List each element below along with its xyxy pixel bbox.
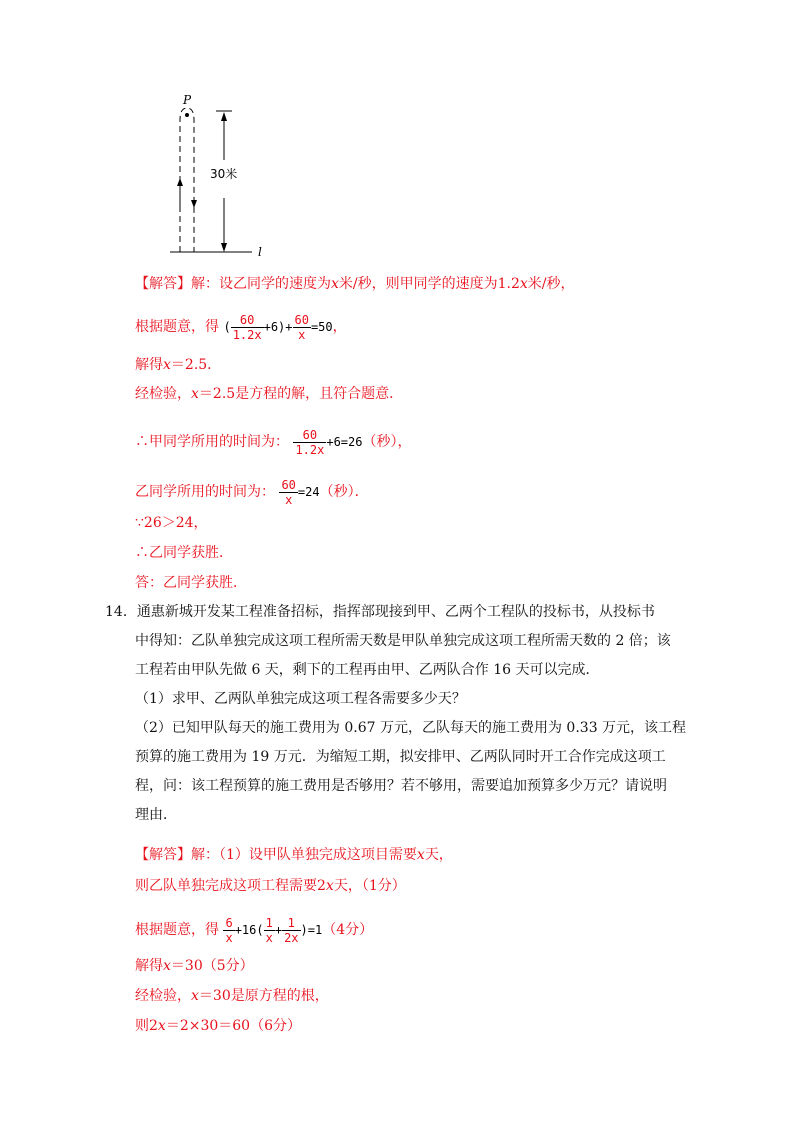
result: =50 xyxy=(310,320,333,334)
text: 通惠新城开发某工程准备招标，指挥部现接到甲、乙两个工程队的投标书，从投标书 xyxy=(136,604,655,620)
fraction xyxy=(231,313,264,342)
arrow-up-icon xyxy=(177,178,183,186)
text: ， xyxy=(332,319,347,335)
numerator: 60 xyxy=(294,312,309,327)
line-label: l xyxy=(258,245,262,259)
numerator: 60 xyxy=(281,477,296,492)
text: （4分） xyxy=(322,922,374,938)
paren: ( xyxy=(223,320,231,334)
text: 根据题意，得 xyxy=(135,922,219,938)
fraction xyxy=(223,916,234,945)
fraction xyxy=(279,478,297,507)
operator: +6)+ xyxy=(263,320,293,334)
text: ＝2×30＝60（6分） xyxy=(165,1018,302,1034)
text: （秒）． xyxy=(319,484,369,500)
q13-answer-line4 xyxy=(135,384,403,404)
text: ＝2.5． xyxy=(170,357,222,373)
q14-answer-line4 xyxy=(135,956,254,976)
var: x xyxy=(519,276,528,292)
q13-answer-line6 xyxy=(135,475,369,509)
numerator: 1 xyxy=(282,916,300,931)
var: x xyxy=(163,958,171,974)
distance-label: 30米 xyxy=(210,167,238,181)
q14-answer-line2 xyxy=(135,876,406,896)
text: 则2 xyxy=(135,1018,158,1034)
text: ∴甲同学所用的时间为： xyxy=(135,434,289,450)
q13-answer-line3 xyxy=(135,355,221,375)
q13-answer-line8: ∴乙同学获胜． xyxy=(135,545,233,561)
result: =24 xyxy=(297,485,320,499)
q14-answer-line6 xyxy=(135,1016,301,1036)
text: 解：设乙同学的速度为 xyxy=(191,276,331,292)
fraction xyxy=(293,428,326,457)
denominator: x xyxy=(225,930,233,945)
question-number: 14． xyxy=(105,604,137,620)
q14-sub2-line2: 预算的施工费用为 19 万元．为缩短工期，拟安排甲、乙两队同时开工合作完成这项工 xyxy=(135,749,666,765)
fraction xyxy=(282,916,300,945)
diagram-svg xyxy=(170,90,270,260)
q13-answer-line9: 答：乙同学获胜． xyxy=(135,575,247,591)
dimension-arrow-down-icon xyxy=(221,243,227,252)
q14-sub2-line1: （2）已知甲队每天的施工费用为 0.67 万元，乙队每天的施工费用为 0.33 万元，该工程 xyxy=(135,720,687,736)
var: x xyxy=(191,386,199,402)
text: 米/秒，则甲同学的速度为1.2 xyxy=(338,276,520,292)
fraction xyxy=(293,313,311,342)
q14-answer-line3 xyxy=(135,912,373,948)
result: )=1 xyxy=(300,923,323,937)
q13-answer-line2 xyxy=(135,310,347,344)
q14-sub2-line3: 程，问：该工程预算的施工费用是否够用？若不够用，需要追加预算多少万元？请说明 xyxy=(135,778,667,794)
text: 解：（1）设甲队单独完成这项目需要 xyxy=(191,847,417,863)
dimension-arrow-up-icon xyxy=(221,112,227,121)
numerator: 6 xyxy=(225,915,233,930)
q14-answer-line5 xyxy=(135,986,329,1006)
q14-answer-line1 xyxy=(135,845,453,865)
fraction xyxy=(264,916,275,945)
path-curve xyxy=(180,108,194,252)
q14-line3: 工程若由甲队先做 6 天，剩下的工程再由甲、乙两队合作 16 天可以完成． xyxy=(135,662,600,678)
distance-diagram xyxy=(170,90,270,260)
equation xyxy=(279,475,319,509)
text: 经检验， xyxy=(135,988,191,1004)
text: ＝30（5分） xyxy=(170,958,254,974)
denominator: x xyxy=(285,492,293,507)
equation xyxy=(293,425,362,459)
numerator: 60 xyxy=(231,313,264,328)
answer-tag: 【解答】 xyxy=(135,276,191,292)
var: x xyxy=(331,276,339,292)
var: x xyxy=(163,357,171,373)
denominator: 1.2x xyxy=(295,442,325,457)
var: x xyxy=(416,847,425,863)
text: 天， xyxy=(424,847,453,863)
denominator: 2x xyxy=(284,930,299,945)
text: 经检验， xyxy=(135,386,191,402)
q14-sub1: （1）求甲、乙两队单独完成这项工程各需要多少天？ xyxy=(135,691,466,707)
q13-answer-line5 xyxy=(135,425,411,459)
point-marker xyxy=(185,113,189,117)
text: 则乙队单独完成这项工程需要2 xyxy=(135,878,326,894)
denominator: x xyxy=(265,930,273,945)
q14-line1 xyxy=(105,602,655,622)
text: 根据题意，得 xyxy=(135,319,219,335)
text: 解得 xyxy=(135,958,163,974)
equation xyxy=(223,912,322,948)
text: （秒）， xyxy=(362,434,412,450)
var: x xyxy=(191,988,199,1004)
point-label: P xyxy=(183,93,192,107)
denominator: 1.2x xyxy=(232,327,262,342)
text: ＝2.5是方程的解，且符合题意． xyxy=(198,386,404,402)
arrow-down-icon xyxy=(191,200,197,208)
numerator: 1 xyxy=(265,915,273,930)
q14-line2: 中得知：乙队单独完成这项工程所需天数是甲队单独完成这项工程所需天数的 2 倍；该 xyxy=(135,633,671,649)
var: x xyxy=(325,878,334,894)
text: 解得 xyxy=(135,357,163,373)
q14-sub2-line4: 理由． xyxy=(135,807,177,823)
numerator: 60 xyxy=(293,428,326,443)
text: 乙同学所用的时间为： xyxy=(135,484,275,500)
q13-answer-line7: ∵26＞24， xyxy=(135,515,208,531)
equation xyxy=(223,310,332,344)
q13-answer-line1 xyxy=(135,274,575,294)
operator: +16( xyxy=(234,923,264,937)
denominator: x xyxy=(298,327,306,342)
text: 天，（1分） xyxy=(333,878,406,894)
answer-tag: 【解答】 xyxy=(135,847,191,863)
text: ＝30是原方程的根， xyxy=(198,988,329,1004)
operator: + xyxy=(274,923,283,937)
var: x xyxy=(157,1018,166,1034)
result: +6=26 xyxy=(326,435,363,449)
text: 米/秒， xyxy=(527,276,575,292)
